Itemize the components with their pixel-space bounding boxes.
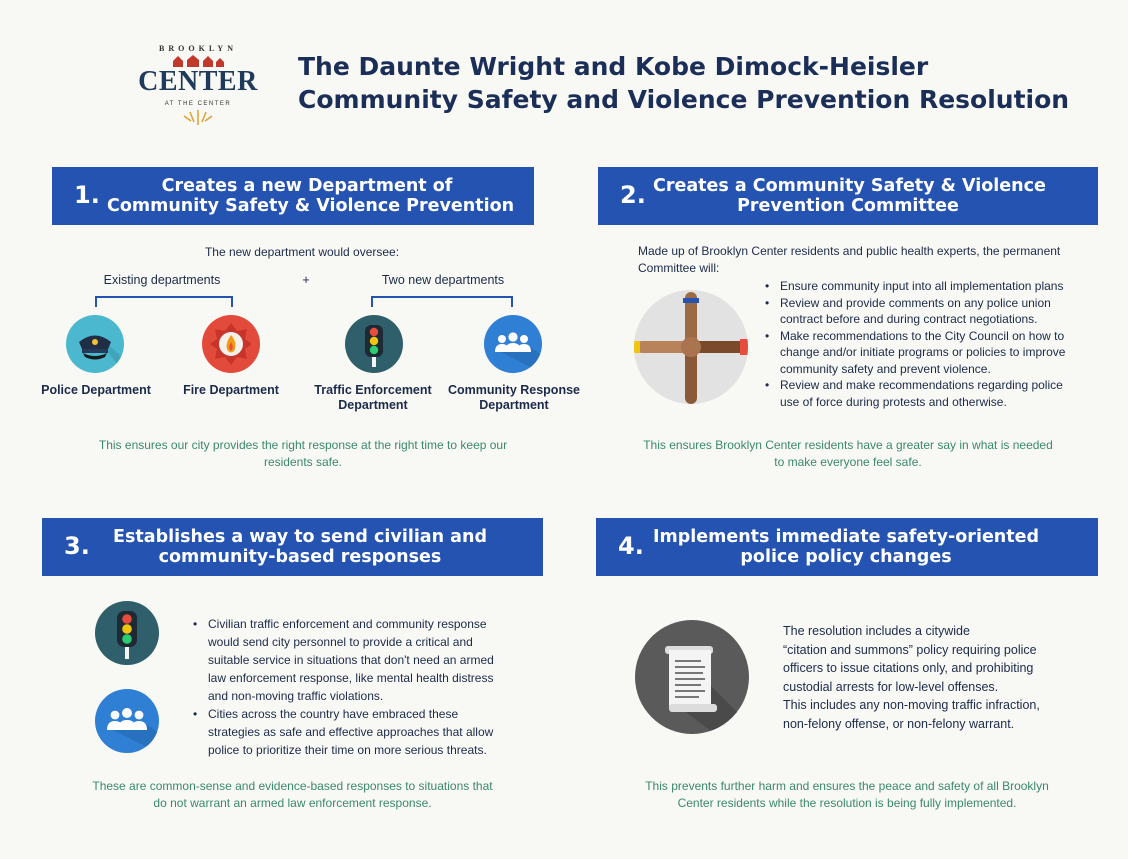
title-line-1: The Daunte Wright and Kobe Dimock-Heisler [298,52,929,81]
bullet-line: • Ensure community input into all implementation plans [780,279,1064,293]
section-4-heading-line-2: police policy changes [740,547,952,567]
list-item [762,295,1102,328]
section-3-heading-line-2: community-based responses [158,547,442,567]
bullet-line: • Make recommendations to the City Council on how to [780,328,1065,343]
bullet-line: law enforcement response, like mental health distress [208,671,494,685]
section-1-number: 1. [74,181,100,209]
plus-sign: + [302,273,310,287]
section-3-heading [100,527,500,567]
section-3-footer [42,778,543,812]
bullet-line: • Review and make recommendations regarding police [780,378,1063,392]
section-2-footer-line-1: This ensures Brooklyn Center residents have a greater say in what is needed [643,438,1053,452]
bullet-line: would send city personnel to provide a critical and [208,635,473,649]
community-department-label-line-1: Community Response [448,383,580,397]
bullet-line: strategies as safe and effective approaches that allow [208,725,494,739]
section-2-footer-line-2: to make everyone feel safe. [774,455,922,469]
body-line: non-felony offense, or non-felony warrant. [783,716,1015,731]
existing-departments-label: Existing departments [103,273,221,287]
section-2-heading-line-1: Creates a Community Safety & Violence [653,176,1046,196]
police-hat-icon [66,315,124,373]
new-departments-label: Two new departments [381,273,505,287]
section-2-footer [598,437,1098,471]
list-item [762,328,1102,378]
logo-top-text: BROOKLYN [159,44,237,53]
section-4-banner [596,518,1098,576]
fire-department-label [161,383,301,398]
section-3-footer-line-2: do not warrant an armed law enforcement response. [153,796,432,810]
section-2-number: 2. [620,181,646,209]
body-line: custodial arrests for low-level offenses. [783,679,999,694]
bullet-line: use of force during protests and otherwise. [780,394,1007,409]
traffic-department-label-line-1: Traffic Enforcement [314,383,432,397]
existing-bracket [90,293,240,309]
police-department-label [26,383,166,398]
list-item [190,615,550,705]
section-4-body [783,622,1093,733]
bullet-line: community safety and prevent violence. [780,361,991,376]
section-1-banner [52,167,534,225]
section-3-number: 3. [64,532,90,560]
sunburst-icon [180,108,216,126]
page-title [298,50,1069,116]
traffic-department-label [303,383,443,413]
traffic-light-icon [95,601,159,665]
section-4-footer [596,778,1098,812]
section-4-footer-line-2: Center residents while the resolution is being fully implemented. [677,796,1017,810]
list-item [190,705,550,759]
fire-badge-icon [202,315,260,373]
document-icon [635,620,749,734]
police-department-label-text: Police Department [41,383,151,397]
section-1-intro: The new department would oversee: [204,245,400,259]
section-1-footer [52,437,554,471]
section-4-number: 4. [618,532,644,560]
section-2-intro [638,243,1098,277]
section-3-bullet-list [190,615,550,759]
bullet-line: contract before and during contract negotiations. [780,312,1038,326]
section-2-heading [653,176,1046,216]
bullet-line: • Review and provide comments on any police union [780,295,1051,310]
section-4-heading-line-1: Implements immediate safety-oriented [652,527,1040,547]
new-bracket [366,293,516,309]
people-group-icon [484,315,542,373]
section-2-banner [598,167,1098,225]
logo-main-text: CENTER [138,66,258,97]
section-2-bullet-list [762,278,1102,410]
section-1-heading [107,176,515,216]
section-3-footer-line-1: These are common-sense and evidence-based responses to situations that [92,779,493,793]
bullet-line: police to prioritize their time on more serious threats. [208,743,487,757]
section-3-heading-line-1: Establishes a way to send civilian and [113,527,487,547]
fire-department-label-text: Fire Department [183,383,279,397]
section-2-intro-line-2: Committee will: [638,261,720,275]
bullet-line: • Civilian traffic enforcement and community response [208,617,487,631]
bullet-line: suitable service in situations that don't need an armed [208,653,494,667]
traffic-department-label-line-2: Department [338,398,408,412]
section-3-banner [42,518,543,576]
bullet-line: change and/or initiate programs or policies to improve [780,345,1066,359]
section-1-heading-line-1: Creates a new Department of [161,176,453,196]
section-2-intro-line-1: Made up of Brooklyn Center residents and public health experts, the permanent [638,244,1061,258]
title-line-2: Community Safety and Violence Prevention Resolution [298,85,1070,114]
community-department-label-line-2: Department [479,398,549,412]
bullet-line: and non-moving traffic violations. [208,689,384,703]
section-1-footer-line-2: residents safe. [263,455,343,469]
traffic-light-icon [345,315,403,373]
community-department-label [443,383,585,413]
bullet-line: • Cities across the country have embraced these [208,707,459,721]
list-item [762,377,1102,410]
body-line: The resolution includes a citywide [783,624,970,638]
body-line: “citation and summons” policy requiring police [783,642,1037,657]
brooklyn-center-logo [128,44,268,128]
people-group-icon [95,689,159,753]
section-2-heading-line-2: Prevention Committee [737,196,959,216]
section-1-footer-line-1: This ensures our city provides the right response at the right time to keep our [98,438,508,452]
section-4-footer-line-1: This prevents further harm and ensures the peace and safety of all Brooklyn [645,779,1049,793]
list-item [762,278,1102,295]
body-line: This includes any non-moving traffic infraction, [783,698,1040,712]
joined-hands-icon [634,290,748,404]
logo-sub-text: AT THE CENTER [164,101,232,107]
body-line: officers to issue citations only, and prohibiting [783,661,1034,675]
section-4-heading [651,527,1041,567]
section-1-heading-line-2: Community Safety & Violence Prevention [107,196,515,216]
